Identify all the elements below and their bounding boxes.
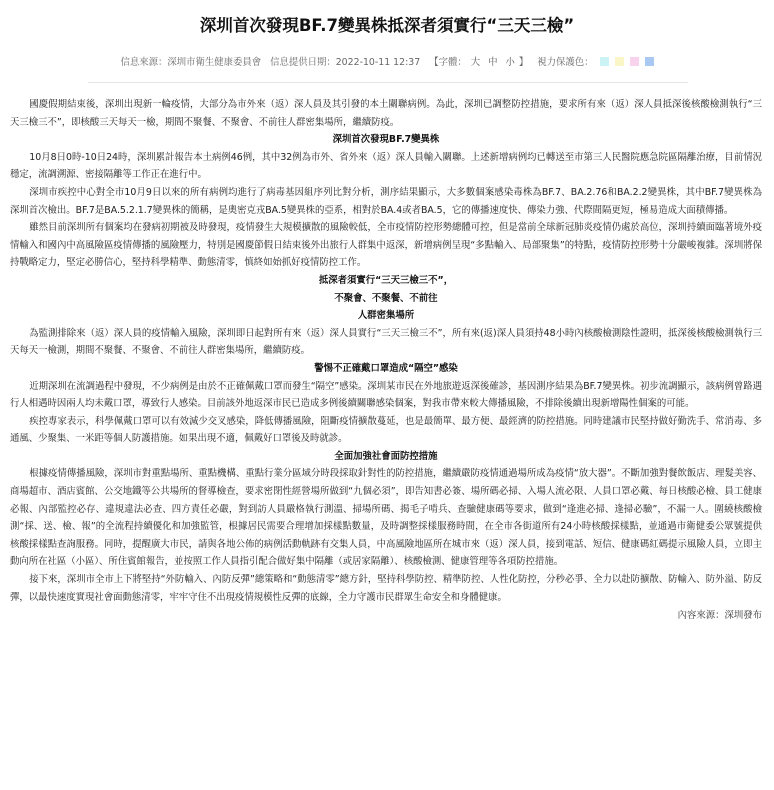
vision-color-swatches <box>597 57 657 68</box>
paragraph: 疾控專家表示，科學佩戴口罩可以有效減少交叉感染，降低傳播風險，阻斷疫情擴散蔓延，也是最簡單、最方便、最經濟的防控措施。同時建議市民堅持做好勤洗手、常消毒、多通風、少聚集、一米距等個人防護措施。如果出現不適，佩戴好口罩後及時就診。 <box>10 415 762 445</box>
paragraph: 深圳市疾控中心對全市10月9日以來的所有病例均進行了病毒基因組序列比對分析，測序結果顯示，大多數個案感染毒株為BF.7、BA.2.76和BA.2.2變異株，其中BF.7變異株為深圳首次檢出。BF.7是BA.5.2.1.7變異株的簡稱，是奧密克戎BA.5變異株的亞系，相對於BA.4或者BA.5，它的傳播速度快、傳染力強、代際間隔更短，極易造成大面積傳播。 <box>10 186 762 216</box>
paragraph: 國慶假期結束後，深圳出現新一輪疫情，大部分為市外來（返）深人員及其引發的本土關聯病例。為此，深圳已調整防控措施，要求所有來（返）深人員抵深後核酸檢測執行“三天三檢三不”，即核酸三天每天一檢，期間不聚餐、不聚會、不前往人群密集場所，繼續防疫。 <box>10 99 762 128</box>
vision-color-swatch[interactable] <box>600 57 609 66</box>
content-source: 內容來源：深圳發布 <box>677 610 762 622</box>
paragraph: 為監測排除來（返）深人員的疫情輸入風險，深圳即日起對所有來（返）深人員實行“三天三檢三不”，所有來(返)深人員須持48小時內核酸檢測陰性證明，抵深後核酸檢測執行三天每天一檢測，期間不聚餐、不聚會、不前往人群密集場所，繼續防疫。 <box>10 327 762 357</box>
article-meta <box>0 54 774 68</box>
paragraph: 根據疫情傳播風險，深圳市對重點場所、重點機構、重點行業分區域分時段採取針對性的防控措施，繼續嚴防疫情通過場所成為疫情“放大器”。不斷加強對餐飲飯店、理髮美容、商場超市、酒店賓館、公交地鐵等公共場所的督導檢查，要求密閉性經營場所做到“九個必須”，即告知書必簽、場所碼必掃、入場人流必限、人員口罩必戴、每日核酸必檢、員工健康必報、內部監控必存、違規違法必查、四方責任必嚴，對到訪人員嚴格執行測溫、掃場所碼、揭毛子啃兵、查驗健康碼等要求，做到“逢進必掃、逢掃必驗”，不漏一人。圍繞核酸檢測“採、送、檢、報”的全流程持續優化和加強監管，根據居民需要合理增加採樣點數量，及時調整採樣服務時間，在全市各街道所有24小時核酸採樣點，並通過市衛健委公眾號提供核酸採樣點查詢服務。同時，提醒廣大市民，請與各地公佈的病例活動軌跡有交集人員，中高風險地區所在城市來（返）深人員，接到電話、短信、健康碼紅碼提示風險人員，立即主動向所在社區（小區）、所住賓館報告，並按照工作人員指引配合做好集中隔離（或居家隔離）、核酸檢測、健康管理等各項防控措施。 <box>10 468 762 568</box>
paragraph: 10月8日0時-10日24時，深圳累計報告本土病例46例，其中32例為市外、省外來（返）深人員輸入關聯。上述新增病例均已轉送至市第三人民醫院應急院區隔離治療，目前情況穩定，流調溯源、密接隔離等工作正在進行中。 <box>10 151 762 181</box>
section-heading: 抵深者須實行“三天三檢三不”， <box>318 274 454 286</box>
font-size-medium-link[interactable]: 中 <box>488 57 498 68</box>
paragraph: 近期深圳在流調過程中發現，不少病例是由於不正確佩戴口罩而發生“隔空”感染。深圳某市民在外地旅遊返深後確診，基因測序結果為BF.7變異株。初步流調顯示，該病例曾路遇行人相遇時因兩人均未戴口罩，導致行人感染。目前該外地返深市民已造成多例後續關聯感染個案，對我市帶來較大傳播風險，不排除後續出現新增陽性個案的可能。 <box>10 380 762 410</box>
font-size-large-link[interactable]: 大 <box>470 57 481 68</box>
vision-color-swatch[interactable] <box>645 57 654 66</box>
font-size-label: 【字體： <box>429 57 467 68</box>
section-heading: 人群密集場所 <box>357 310 415 322</box>
section-heading: 警惕不正確戴口罩造成“隔空”感染 <box>314 362 458 374</box>
font-size-end: 】 <box>518 57 529 68</box>
font-size-control <box>429 57 528 68</box>
section-heading: 深圳首次發現BF.7變異株 <box>332 134 440 146</box>
divider <box>88 82 688 83</box>
article-body <box>10 96 762 625</box>
vision-color-swatch[interactable] <box>615 57 624 66</box>
vision-color-swatch[interactable] <box>630 57 639 66</box>
section-heading: 全面加強社會面防控措施 <box>334 450 438 462</box>
vision-protection-label: 視力保護色： <box>537 57 594 68</box>
info-source: 信息來源：深圳市衛生健康委員會 <box>120 57 262 68</box>
article-title: 深圳首次發現BF.7變異株抵深者須實行“三天三檢” <box>199 16 575 35</box>
paragraph: 接下來，深圳市全市上下將堅持“外防輸入、內防反彈”總策略和“動態清零”總方針，堅持科學防控、精準防控、人性化防控，分秒必爭、全力以赴防擴散、防輸入、防外溢、防反彈，以最快速度實現社會面動態清零，牢牢守住不出現疫情規模性反彈的底線，全力守護市民群眾生命安全和身體健康。 <box>10 574 762 603</box>
section-heading: 不聚會、不聚餐、不前往 <box>334 292 438 304</box>
paragraph: 雖然目前深圳所有個案均在發病初期被及時發現，疫情發生大規模擴散的風險較低，全市疫情防控形勢總體可控，但是當前全球新冠肺炎疫情仍處於高位，深圳持續面臨著境外疫情輸入和國內中高風險區疫情傳播的風險壓力，特別是國慶節假日結束後外出旅行人群集中返深，新增病例呈現“多點輸入、局部聚集”的特點，疫情防控形勢十分嚴峻複雜。深圳將保持戰略定力，堅定必勝信心，堅持科學精準、動態清零，慎終如始抓好疫情防控工作。 <box>10 222 762 269</box>
info-date: 信息提供日期：2022-10-11 12:37 <box>270 57 421 68</box>
font-size-small-link[interactable]: 小 <box>505 57 515 68</box>
